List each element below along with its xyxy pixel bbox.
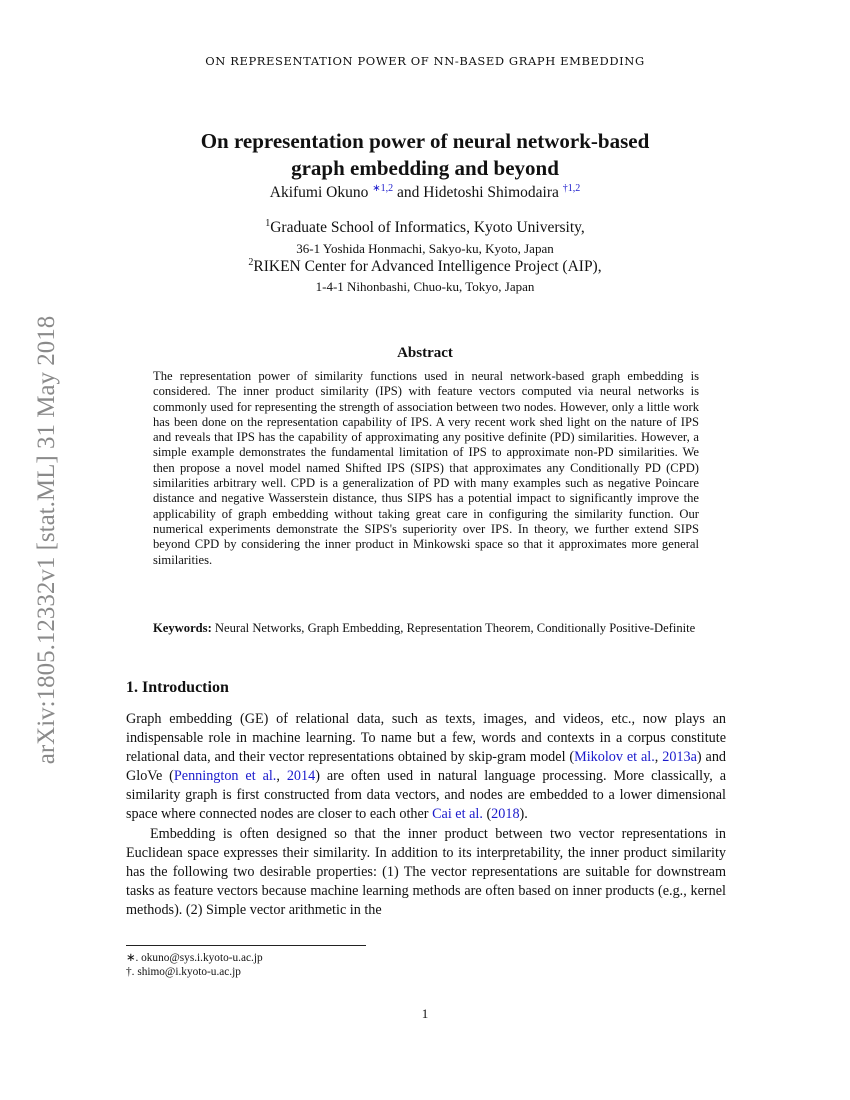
abstract-heading: Abstract (397, 345, 453, 361)
affiliation-1-address: 36-1 Yoshida Honmachi, Sakyo-ku, Kyoto, Japan (296, 241, 554, 256)
running-head: ON REPRESENTATION POWER OF NN-BASED GRAPH EMBEDDING (205, 54, 645, 68)
footnote-1-email[interactable]: okuno@sys.i.kyoto-u.ac.jp (141, 952, 263, 964)
p1-text-b: ) and GloVe ( (126, 749, 727, 785)
title-line-1: On representation power of neural network-based (200, 129, 650, 153)
footnote-2-email[interactable]: shimo@i.kyoto-u.ac.jp (137, 966, 241, 979)
footnote-1 (126, 951, 726, 965)
affiliation-2-mark: 2 (248, 257, 254, 268)
author-2: Hidetoshi Shimodaira (423, 184, 559, 202)
title-line-2: graph embedding and beyond (291, 156, 559, 180)
p1-text-c: ) are often used in natural language processing. More classically, a similarity graph is first constructed from data vectors, and nodes are embedded to a lower dimensional space where connected nodes are closer to each other (126, 768, 726, 823)
citation-pennington-year[interactable]: 2014 (286, 768, 316, 785)
affiliation-1-text: Graduate School of Informatics, Kyoto University, (270, 219, 585, 237)
affiliation-1-mark: 1 (265, 218, 271, 229)
paper-title (120, 128, 730, 182)
footnote-2-mark: †. (126, 966, 135, 979)
footnote-1-mark: ∗. (126, 952, 139, 964)
footnotes (126, 951, 726, 980)
p1-text-a: Graph embedding (GE) of relational data, such as texts, images, and videos, etc., now plays an indispensable role in machine learning. To name but a few, words and contexts in a corpus constitute relational data, and their vector representations obtained by skip-gram model ( (126, 711, 726, 766)
citation-pennington-authors[interactable]: Pennington et al. (173, 768, 277, 785)
citation-mikolov-year[interactable]: 2013a (662, 749, 697, 766)
footnote-2 (126, 965, 726, 979)
section-heading-introduction: 1. Introduction (126, 679, 229, 696)
keywords-label: Keywords: (153, 621, 212, 635)
intro-paragraph-2: Embedding is often designed so that the inner product between two vector representations in Euclidean space expresses their similarity. In addition to its interpretability, the inner product similarity has the following two desirable properties: (1) The vector representations are suitable for downstream tasks as feature vectors because machine learning methods are often based on inner products (e.g., kernel methods). (2) Simple vector arithmetic in the (126, 825, 726, 918)
citation-pennington-sep: , (276, 768, 287, 785)
citation-cai[interactable]: Cai et al. (432, 806, 483, 823)
introduction-body (126, 710, 726, 920)
author-2-footnote-mark[interactable]: †1,2 (562, 183, 581, 194)
affiliation-2-address: 1-4-1 Nihonbashi, Chuo-ku, Tokyo, Japan (315, 279, 535, 294)
author-1: Akifumi Okuno (269, 184, 369, 202)
author-list (0, 183, 850, 202)
citation-mikolov-authors[interactable]: Mikolov et al. (574, 749, 655, 766)
citation-mikolov-sep: , (654, 749, 663, 766)
affiliation-2-text: RIKEN Center for Advanced Intelligence Project (AIP), (253, 258, 602, 276)
footnote-divider (126, 945, 366, 946)
affiliation-2-name (0, 257, 850, 276)
citation-cai-year[interactable]: 2018 (491, 806, 520, 823)
page-number: 1 (421, 1006, 429, 1021)
keywords-text: Neural Networks, Graph Embedding, Representation Theorem, Conditionally Positive-Definite (214, 621, 696, 635)
author-connector: and (393, 184, 424, 202)
affiliation-1-name (0, 218, 850, 237)
citation-cai-open: ( (482, 806, 492, 823)
citation-mikolov[interactable] (574, 749, 697, 765)
arxiv-stamp[interactable]: arXiv:1805.12332v1 [stat.ML] 31 May 2018 (33, 315, 60, 765)
abstract-text: The representation power of similarity functions used in neural network-based graph embedding is considered. The inner product similarity (IPS) with feature vectors computed via neural networks is commonly used for representing the strength of association between two nodes. However, only a little work has been done on the representation capability of IPS. A very recent work shed light on the nature of IPS and reveals that IPS has the capability of approximating any positive definite (PD) similarities. However, a simple example demonstrates the fundamental limitation of IPS to approximate non-PD similarities. We then propose a novel model named Shifted IPS (SIPS) that approximates any Conditionally PD (CPD) similarities arbitrary well. CPD is a generalization of PD with many examples such as negative Poincare distance and negative Wasserstein distance, thus SIPS has a potential impact to significantly improve the applicability of graph embedding without taking great care in configuring the similarity function. Our numerical experiments demonstrate the SIPS's superiority over IPS. In theory, we further extend SIPS beyond CPD by considering the inner product in Minkowski space so that it approximates more general similarities. (153, 369, 699, 567)
keywords (153, 621, 699, 636)
p1-text-d: ). (519, 806, 528, 823)
intro-paragraph-1 (126, 710, 726, 825)
citation-pennington[interactable] (174, 768, 315, 784)
author-1-footnote-mark[interactable]: ∗1,2 (372, 183, 394, 194)
